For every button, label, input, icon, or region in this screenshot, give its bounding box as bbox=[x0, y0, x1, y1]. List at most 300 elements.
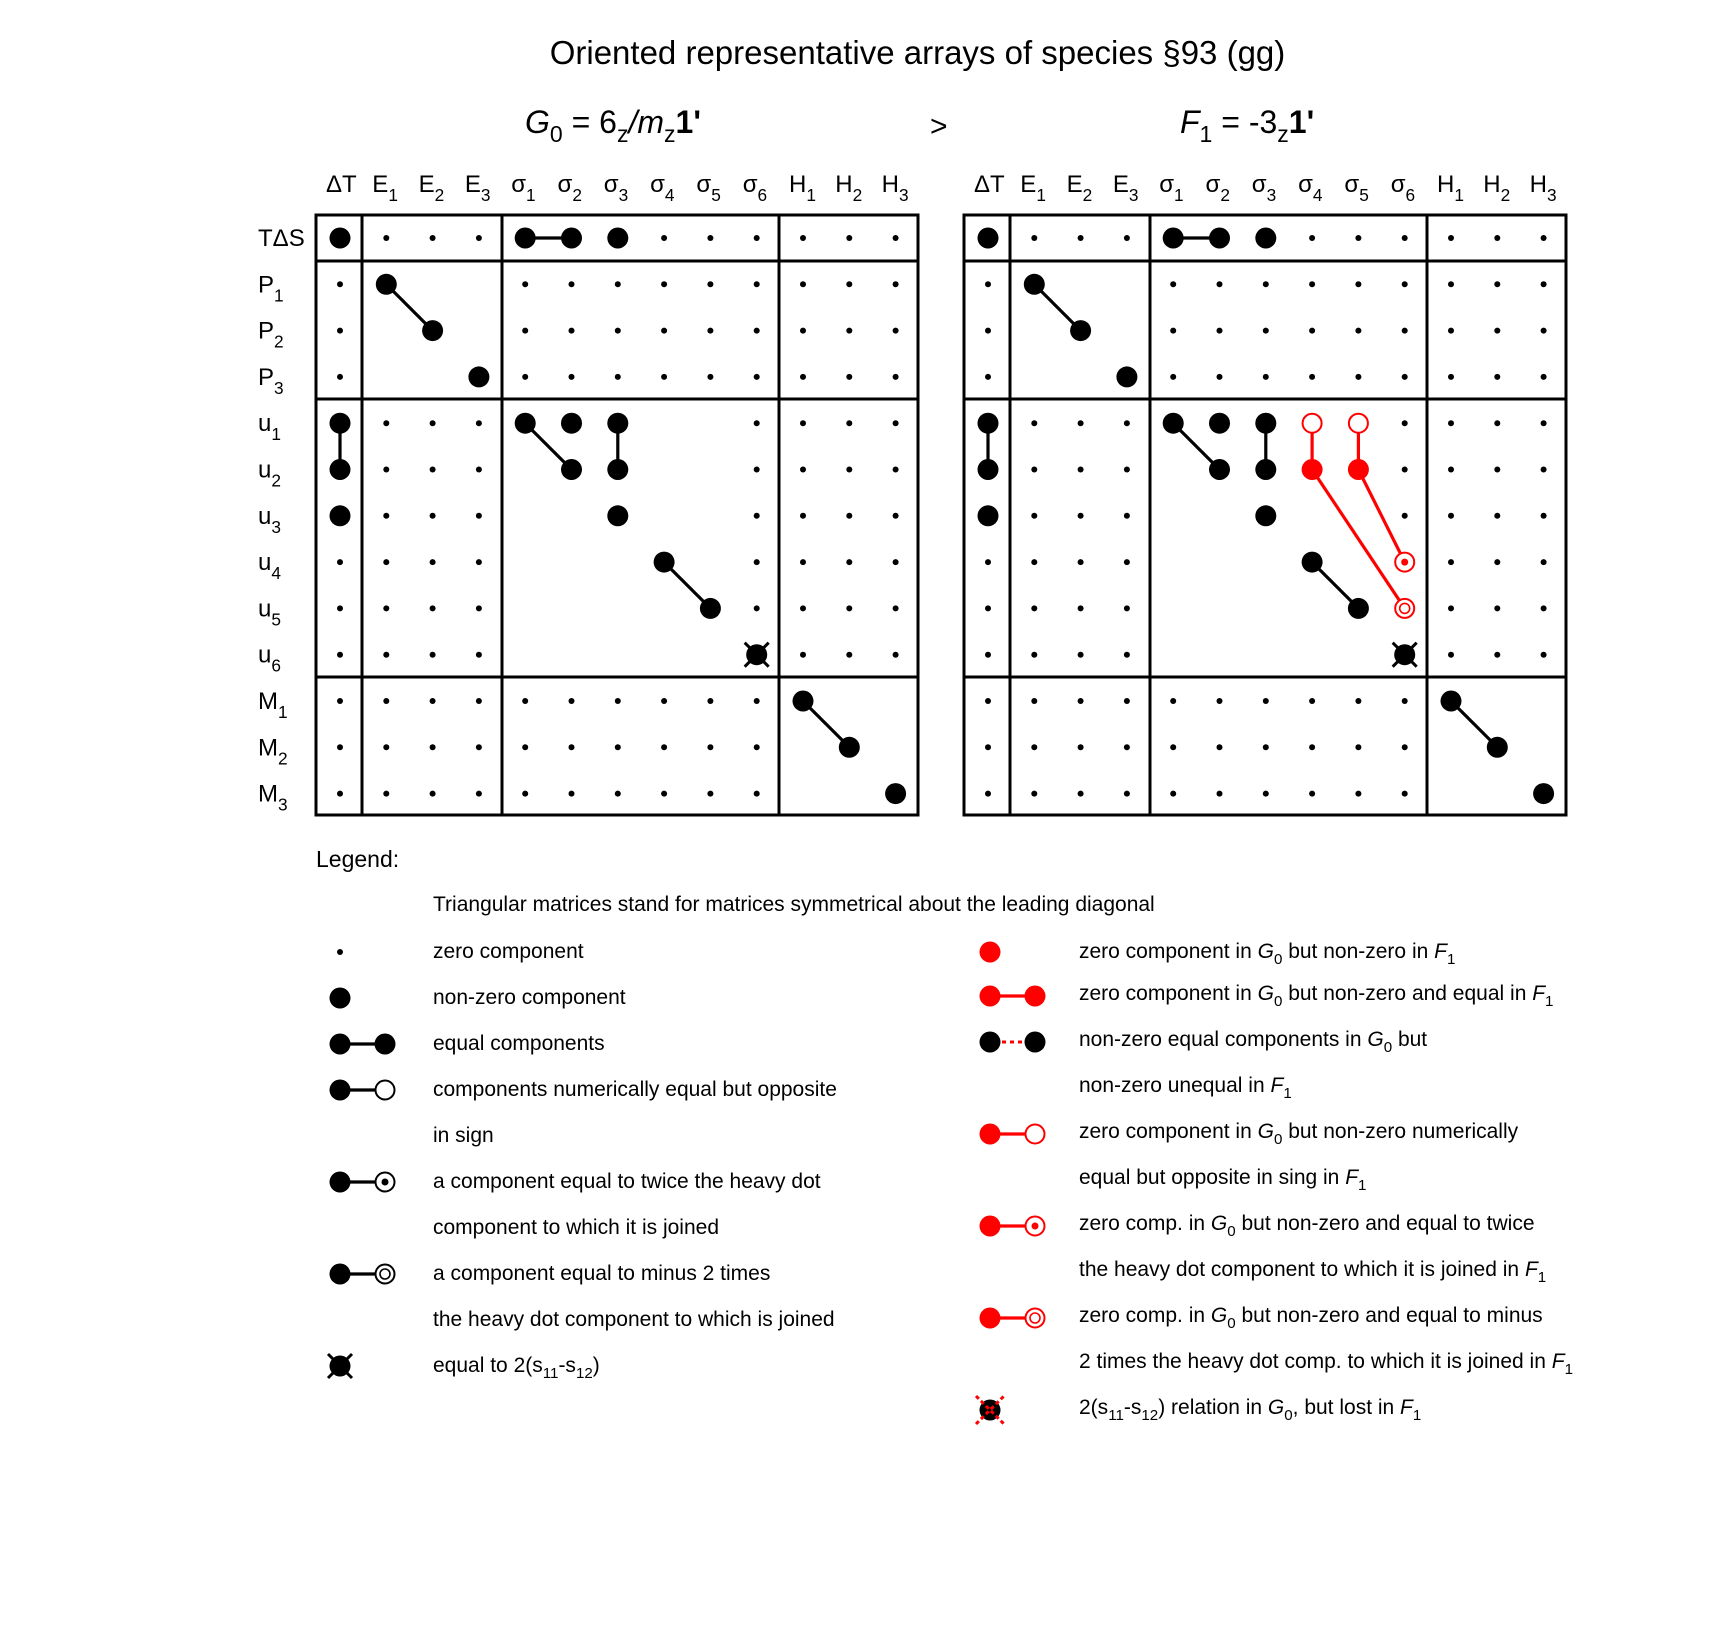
r1-s1: 1 bbox=[1446, 951, 1456, 969]
legend-red-end bbox=[980, 1124, 1001, 1145]
small-dot bbox=[707, 374, 713, 380]
small-dot bbox=[1355, 281, 1361, 287]
small-dot bbox=[1448, 420, 1454, 426]
small-dot bbox=[707, 791, 713, 797]
comparator: > bbox=[930, 110, 948, 143]
small-dot bbox=[754, 791, 760, 797]
small-dot bbox=[800, 374, 806, 380]
small-dot bbox=[1078, 559, 1084, 565]
small-dot bbox=[1078, 744, 1084, 750]
small-dot bbox=[754, 467, 760, 473]
column-header: ΔT bbox=[326, 171, 357, 198]
small-dot bbox=[1402, 467, 1408, 473]
r3b-a: non-zero unequal in bbox=[1079, 1074, 1271, 1097]
small-dot bbox=[985, 652, 991, 658]
heavy-dot bbox=[978, 459, 999, 480]
legend-small-dot-icon bbox=[337, 949, 343, 955]
small-dot bbox=[1263, 791, 1269, 797]
r6a-g: G bbox=[1210, 1304, 1228, 1327]
red-open-dot bbox=[1349, 414, 1368, 433]
legend-opposite-2: in sign bbox=[433, 1124, 494, 1147]
small-dot bbox=[1031, 467, 1037, 473]
column-header: ΔT bbox=[974, 171, 1005, 198]
heavy-dot bbox=[376, 274, 397, 295]
small-dot bbox=[1031, 698, 1037, 704]
heavy-dot bbox=[330, 228, 351, 249]
row-header: $u_5$ bbox=[258, 595, 281, 630]
small-dot bbox=[985, 374, 991, 380]
small-dot bbox=[846, 235, 852, 241]
small-dot bbox=[1263, 698, 1269, 704]
small-dot bbox=[754, 281, 760, 287]
small-dot bbox=[615, 328, 621, 334]
r6b-f: F bbox=[1551, 1350, 1565, 1373]
r2-b: but non-zero and equal in bbox=[1282, 982, 1533, 1005]
small-dot bbox=[383, 652, 389, 658]
small-dot bbox=[522, 374, 528, 380]
legend-twice-1: a component equal to twice the heavy dot bbox=[433, 1170, 821, 1193]
small-dot bbox=[476, 698, 482, 704]
legend-heavy-dot-icon bbox=[330, 988, 351, 1009]
small-dot bbox=[1031, 235, 1037, 241]
column-header: $E_3$ bbox=[464, 171, 491, 205]
legend-heavy-end bbox=[330, 1264, 351, 1285]
heavy-dot bbox=[561, 459, 582, 480]
small-dot bbox=[707, 698, 713, 704]
legend-equal-dot-b bbox=[375, 1034, 396, 1055]
small-dot bbox=[1402, 744, 1408, 750]
small-dot bbox=[1402, 235, 1408, 241]
small-dot bbox=[1078, 513, 1084, 519]
small-dot bbox=[893, 559, 899, 565]
small-dot bbox=[1031, 513, 1037, 519]
legend-r4a bbox=[1079, 1120, 1519, 1149]
small-dot bbox=[893, 513, 899, 519]
small-dot bbox=[985, 281, 991, 287]
heavy-dot bbox=[1348, 598, 1369, 619]
small-dot bbox=[1124, 698, 1130, 704]
small-dot bbox=[383, 467, 389, 473]
small-dot bbox=[1494, 235, 1500, 241]
legend-r2 bbox=[1079, 982, 1554, 1011]
legend-equal-dot-a bbox=[330, 1034, 351, 1055]
legend-unequal-a bbox=[980, 1032, 1001, 1053]
small-dot bbox=[1541, 467, 1547, 473]
small-dot bbox=[1355, 374, 1361, 380]
small-dot bbox=[1170, 374, 1176, 380]
heavy-dot bbox=[1209, 413, 1230, 434]
small-dot bbox=[1402, 513, 1408, 519]
row-header: $u_2$ bbox=[258, 456, 281, 491]
small-dot bbox=[1170, 281, 1176, 287]
heavy-dot bbox=[1255, 413, 1276, 434]
small-dot bbox=[1448, 559, 1454, 565]
small-dot bbox=[1541, 513, 1547, 519]
small-dot bbox=[1170, 791, 1176, 797]
small-dot bbox=[430, 698, 436, 704]
z-subscript-2: z bbox=[664, 121, 676, 148]
small-dot bbox=[707, 281, 713, 287]
heavy-dot bbox=[1302, 552, 1323, 573]
small-dot bbox=[615, 744, 621, 750]
left-eq: = 6 bbox=[562, 104, 617, 140]
small-dot bbox=[1309, 698, 1315, 704]
heavy-dot bbox=[1487, 737, 1508, 758]
r4b-f: F bbox=[1345, 1166, 1359, 1189]
heavy-dot bbox=[515, 228, 536, 249]
heavy-dot bbox=[1163, 228, 1184, 249]
small-dot bbox=[430, 513, 436, 519]
small-dot bbox=[430, 467, 436, 473]
red-dot bbox=[1348, 459, 1369, 480]
small-dot bbox=[1031, 559, 1037, 565]
legend-red-twice-center bbox=[1032, 1223, 1039, 1230]
legend-r6a bbox=[1079, 1304, 1543, 1333]
column-header: $\sigma_5$ bbox=[696, 171, 721, 205]
column-header: $\sigma_2$ bbox=[1205, 171, 1230, 205]
small-dot bbox=[615, 791, 621, 797]
heavy-dot bbox=[1255, 459, 1276, 480]
small-dot bbox=[569, 698, 575, 704]
legend-r4b bbox=[1079, 1166, 1367, 1195]
small-dot bbox=[1402, 328, 1408, 334]
r7-s11: 11 bbox=[1108, 1407, 1124, 1425]
legend-red-end bbox=[980, 1308, 1001, 1329]
r4a-b: but non-zero numerically bbox=[1282, 1120, 1519, 1143]
small-dot bbox=[846, 281, 852, 287]
small-dot bbox=[800, 281, 806, 287]
small-dot bbox=[337, 605, 343, 611]
small-dot bbox=[1309, 744, 1315, 750]
r4b-a: equal but opposite in sing in bbox=[1079, 1166, 1346, 1189]
small-dot bbox=[1402, 281, 1408, 287]
small-dot bbox=[383, 235, 389, 241]
m-letter: m bbox=[637, 104, 665, 140]
small-dot bbox=[1309, 328, 1315, 334]
small-dot bbox=[337, 559, 343, 565]
small-dot bbox=[1541, 374, 1547, 380]
small-dot bbox=[476, 467, 482, 473]
f-letter: F bbox=[1180, 104, 1200, 140]
heavy-dot bbox=[885, 783, 906, 804]
small-dot bbox=[1031, 652, 1037, 658]
small-dot bbox=[893, 467, 899, 473]
small-dot bbox=[1541, 652, 1547, 658]
r1-a: zero component in bbox=[1079, 940, 1258, 963]
column-header: $E_1$ bbox=[372, 171, 398, 205]
slash: / bbox=[628, 104, 638, 140]
legend-r7 bbox=[1079, 1396, 1422, 1425]
small-dot bbox=[846, 513, 852, 519]
small-dot bbox=[661, 235, 667, 241]
small-dot bbox=[661, 328, 667, 334]
small-dot bbox=[1263, 281, 1269, 287]
small-dot bbox=[661, 698, 667, 704]
small-dot bbox=[337, 374, 343, 380]
small-dot bbox=[1541, 559, 1547, 565]
small-dot bbox=[1494, 513, 1500, 519]
r3a-s0: 0 bbox=[1383, 1039, 1393, 1057]
small-dot bbox=[1170, 744, 1176, 750]
small-dot bbox=[383, 513, 389, 519]
small-dot bbox=[615, 281, 621, 287]
small-dot bbox=[1448, 235, 1454, 241]
small-dot bbox=[337, 652, 343, 658]
row-header: $u_6$ bbox=[258, 641, 281, 676]
small-dot bbox=[337, 328, 343, 334]
column-header: $H_3$ bbox=[1529, 171, 1557, 205]
heavy-dot bbox=[978, 413, 999, 434]
small-dot bbox=[476, 744, 482, 750]
r1-s0: 0 bbox=[1273, 951, 1283, 969]
small-dot bbox=[1217, 328, 1223, 334]
small-dot bbox=[754, 698, 760, 704]
r7-c: , but lost in bbox=[1292, 1396, 1401, 1419]
r5a-s0: 0 bbox=[1227, 1223, 1236, 1241]
heavy-dot bbox=[607, 505, 628, 526]
small-dot bbox=[1494, 559, 1500, 565]
heavy-dot bbox=[561, 228, 582, 249]
small-dot bbox=[383, 744, 389, 750]
column-header: $H_2$ bbox=[835, 171, 863, 205]
row-header: $P_3$ bbox=[258, 363, 284, 398]
legend-red-end bbox=[980, 1216, 1001, 1237]
small-dot bbox=[1448, 281, 1454, 287]
r5a-g: G bbox=[1210, 1212, 1228, 1235]
small-dot bbox=[430, 744, 436, 750]
small-dot bbox=[754, 420, 760, 426]
small-dot bbox=[893, 374, 899, 380]
small-dot bbox=[522, 698, 528, 704]
small-dot bbox=[1078, 791, 1084, 797]
small-dot bbox=[337, 281, 343, 287]
z-subscript: z bbox=[1277, 121, 1289, 148]
small-dot bbox=[800, 467, 806, 473]
column-header: $\sigma_3$ bbox=[603, 171, 629, 205]
small-dot bbox=[893, 328, 899, 334]
small-dot bbox=[893, 235, 899, 241]
r5a-b: but non-zero and equal to twice bbox=[1235, 1212, 1535, 1235]
small-dot bbox=[893, 420, 899, 426]
small-dot bbox=[1355, 328, 1361, 334]
legend-minus2-1: a component equal to minus 2 times bbox=[433, 1262, 771, 1285]
r4b-s1: 1 bbox=[1358, 1177, 1367, 1195]
left-one-prime: 1' bbox=[675, 104, 701, 140]
small-dot bbox=[1031, 420, 1037, 426]
heavy-dot bbox=[1116, 366, 1137, 387]
small-dot bbox=[1031, 605, 1037, 611]
legend-opposite-1: components numerically equal but opposite bbox=[433, 1078, 837, 1101]
row-header: $u_3$ bbox=[258, 502, 281, 537]
small-dot bbox=[1494, 467, 1500, 473]
r4a-s0: 0 bbox=[1273, 1131, 1283, 1149]
small-dot bbox=[1355, 791, 1361, 797]
small-dot bbox=[1448, 513, 1454, 519]
small-dot bbox=[1124, 744, 1130, 750]
small-dot bbox=[800, 328, 806, 334]
small-dot bbox=[1170, 698, 1176, 704]
small-dot bbox=[707, 328, 713, 334]
small-dot bbox=[1124, 791, 1130, 797]
small-dot bbox=[522, 791, 528, 797]
heavy-dot bbox=[1209, 228, 1230, 249]
small-dot bbox=[1124, 467, 1130, 473]
small-dot bbox=[661, 744, 667, 750]
heavy-dot bbox=[1024, 274, 1045, 295]
small-dot bbox=[800, 652, 806, 658]
small-dot bbox=[661, 791, 667, 797]
small-dot bbox=[846, 467, 852, 473]
red-minus2-inner bbox=[1400, 603, 1410, 613]
heavy-dot bbox=[422, 320, 443, 341]
small-dot bbox=[1494, 281, 1500, 287]
red-twice-center bbox=[1401, 559, 1408, 566]
column-header: $E_1$ bbox=[1020, 171, 1046, 205]
row-header: $M_3$ bbox=[258, 780, 288, 815]
small-dot bbox=[1263, 328, 1269, 334]
small-dot bbox=[754, 744, 760, 750]
legend-nonzero: non-zero component bbox=[433, 986, 626, 1009]
legend-unequal-b bbox=[1025, 1032, 1046, 1053]
small-dot bbox=[985, 605, 991, 611]
small-dot bbox=[846, 374, 852, 380]
small-dot bbox=[1124, 605, 1130, 611]
r1-f: F bbox=[1434, 940, 1447, 963]
small-dot bbox=[754, 513, 760, 519]
column-header: $H_1$ bbox=[789, 171, 816, 205]
cross-m: -s bbox=[558, 1354, 576, 1377]
r7-s12: 12 bbox=[1141, 1407, 1159, 1425]
column-header: $\sigma_5$ bbox=[1344, 171, 1369, 205]
small-dot bbox=[430, 652, 436, 658]
legend-zero: zero component bbox=[433, 940, 584, 963]
small-dot bbox=[383, 698, 389, 704]
small-dot bbox=[1309, 235, 1315, 241]
r7-b: ) relation in bbox=[1158, 1396, 1268, 1419]
small-dot bbox=[707, 235, 713, 241]
r7-g: G bbox=[1267, 1396, 1285, 1419]
small-dot bbox=[1402, 420, 1408, 426]
legend-r5b bbox=[1079, 1258, 1547, 1287]
small-dot bbox=[661, 374, 667, 380]
column-header: $E_2$ bbox=[1066, 171, 1093, 205]
small-dot bbox=[476, 559, 482, 565]
right-one-prime: 1' bbox=[1288, 104, 1315, 140]
small-dot bbox=[1448, 652, 1454, 658]
small-dot bbox=[383, 559, 389, 565]
legend-r1 bbox=[1079, 940, 1456, 969]
small-dot bbox=[754, 605, 760, 611]
small-dot bbox=[1541, 420, 1547, 426]
legend-heading: Legend: bbox=[316, 846, 400, 872]
legend-minus2-inner bbox=[380, 1269, 390, 1279]
small-dot bbox=[1402, 374, 1408, 380]
small-dot bbox=[1217, 281, 1223, 287]
g-subscript: 0 bbox=[549, 121, 563, 148]
small-dot bbox=[754, 374, 760, 380]
legend-r6b bbox=[1079, 1350, 1573, 1379]
r3b-f: F bbox=[1270, 1074, 1284, 1097]
small-dot bbox=[800, 605, 806, 611]
legend-note: Triangular matrices stand for matrices symmetrical about the leading diagonal bbox=[433, 893, 1155, 916]
small-dot bbox=[1355, 744, 1361, 750]
small-dot bbox=[1124, 420, 1130, 426]
heavy-dot bbox=[607, 228, 628, 249]
z-subscript-1: z bbox=[616, 121, 629, 148]
small-dot bbox=[1078, 420, 1084, 426]
r4a-a: zero component in bbox=[1079, 1120, 1258, 1143]
column-header: $\sigma_1$ bbox=[511, 171, 536, 205]
small-dot bbox=[569, 374, 575, 380]
heavy-dot bbox=[654, 552, 675, 573]
small-dot bbox=[1448, 605, 1454, 611]
heavy-dot bbox=[468, 366, 489, 387]
r6b-s1: 1 bbox=[1564, 1361, 1573, 1379]
r6a-a: zero comp. in bbox=[1079, 1304, 1211, 1327]
heavy-dot bbox=[1070, 320, 1091, 341]
small-dot bbox=[1170, 328, 1176, 334]
small-dot bbox=[1448, 374, 1454, 380]
legend-red-equal-a bbox=[980, 986, 1001, 1007]
small-dot bbox=[430, 791, 436, 797]
legend-twice-center bbox=[382, 1179, 389, 1186]
small-dot bbox=[1124, 513, 1130, 519]
row-header: $M_1$ bbox=[258, 688, 288, 722]
small-dot bbox=[337, 698, 343, 704]
r2-s1: 1 bbox=[1545, 993, 1554, 1011]
small-dot bbox=[1494, 374, 1500, 380]
cross-a: equal to 2(s bbox=[433, 1354, 543, 1377]
small-dot bbox=[522, 328, 528, 334]
small-dot bbox=[337, 744, 343, 750]
small-dot bbox=[476, 791, 482, 797]
small-dot bbox=[430, 235, 436, 241]
small-dot bbox=[846, 420, 852, 426]
small-dot bbox=[1448, 328, 1454, 334]
heavy-dot bbox=[330, 413, 351, 434]
r2-s0: 0 bbox=[1273, 993, 1283, 1011]
small-dot bbox=[1217, 744, 1223, 750]
column-header: $\sigma_6$ bbox=[742, 171, 768, 205]
column-header: $E_2$ bbox=[418, 171, 445, 205]
legend-red-equal-b bbox=[1025, 986, 1046, 1007]
r7-a: 2(s bbox=[1079, 1396, 1109, 1419]
r4a-g: G bbox=[1257, 1120, 1274, 1143]
column-header: $\sigma_1$ bbox=[1159, 171, 1184, 205]
small-dot bbox=[1217, 698, 1223, 704]
small-dot bbox=[383, 605, 389, 611]
small-dot bbox=[1263, 744, 1269, 750]
row-header: $u_1$ bbox=[258, 410, 281, 445]
small-dot bbox=[383, 791, 389, 797]
small-dot bbox=[1078, 605, 1084, 611]
r5a-a: zero comp. in bbox=[1079, 1212, 1211, 1235]
small-dot bbox=[846, 559, 852, 565]
r3b-s1: 1 bbox=[1283, 1085, 1292, 1103]
small-dot bbox=[337, 791, 343, 797]
small-dot bbox=[754, 559, 760, 565]
legend-minus2-2: the heavy dot component to which is joined bbox=[433, 1308, 835, 1331]
column-header: $H_3$ bbox=[881, 171, 909, 205]
legend-heavy-end bbox=[330, 1080, 351, 1101]
column-header: $\sigma_4$ bbox=[650, 171, 675, 205]
cross-s11: 11 bbox=[542, 1365, 559, 1383]
small-dot bbox=[800, 559, 806, 565]
red-open-dot bbox=[1303, 414, 1322, 433]
small-dot bbox=[1541, 281, 1547, 287]
small-dot bbox=[476, 605, 482, 611]
r5b-s1: 1 bbox=[1537, 1269, 1547, 1287]
